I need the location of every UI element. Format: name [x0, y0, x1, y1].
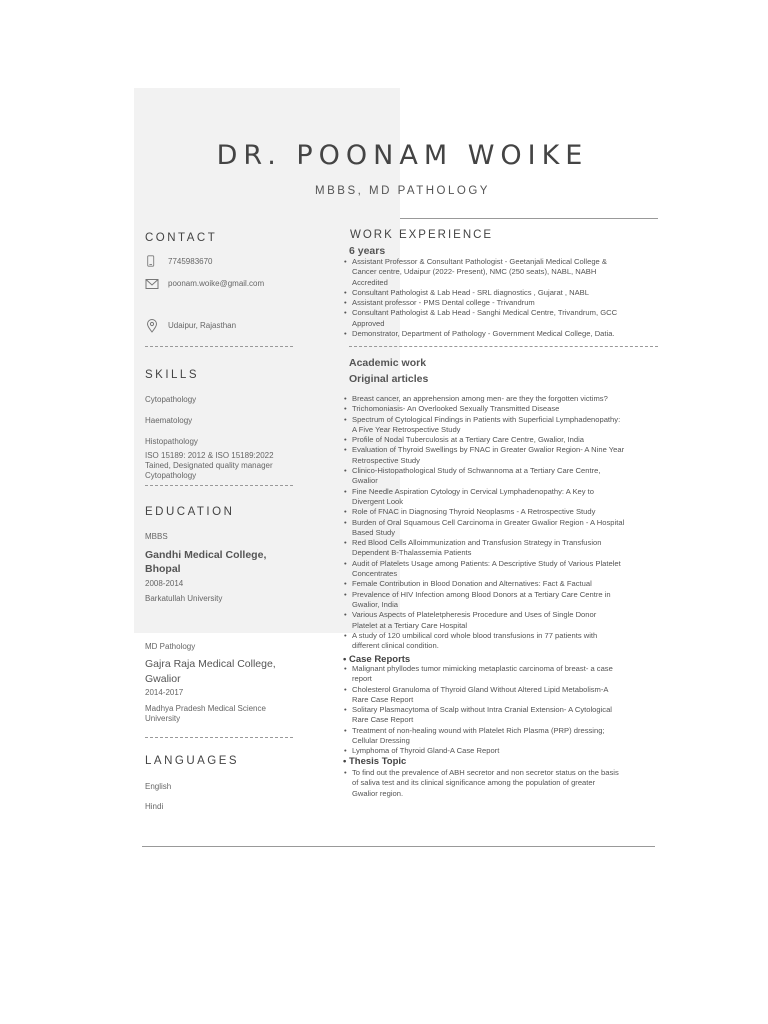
list-item-line: Red Blood Cells Alloimmunization and Transfusion Strategy in Transfusion: [352, 538, 602, 548]
list-item-line: Demonstrator, Department of Pathology - Government Medical College, Datia.: [352, 329, 615, 339]
divider: [145, 346, 293, 347]
list-item-line: Prevalence of HIV Infection among Blood Donors at a Tertiary Care Centre in: [352, 589, 611, 599]
list-item: [343, 445, 653, 466]
skill-item: Haematology: [145, 416, 193, 425]
list-item: [343, 631, 653, 652]
list-item-line: Concentrates: [352, 569, 398, 579]
list-item-line: Various Aspects of Plateletpheresis Procedure and Uses of Single Donor: [352, 610, 597, 620]
list-item-line: Fine Needle Aspiration Cytology in Cervical Lymphadenopathy: A Key to: [352, 486, 595, 496]
divider: [145, 485, 293, 486]
list-item-line: To find out the prevalence of ABH secretor and non secretor status on the basis: [352, 768, 619, 777]
list-item: [343, 257, 653, 288]
list-item-line: Based Study: [352, 527, 396, 537]
list-item: [343, 518, 653, 539]
list-item: [343, 404, 653, 414]
list-item-line: Gwalior: [352, 476, 378, 486]
list-item-line: A study of 120 umbilical cord whole blood transfusions in 77 patients with: [352, 630, 598, 640]
contact-phone[interactable]: 7745983670: [168, 257, 213, 266]
skill-item: ISO 15189: 2012 & ISO 15189:2022: [145, 451, 274, 460]
contact-heading: CONTACT: [145, 232, 218, 244]
list-item-line: report: [352, 674, 372, 684]
list-item-line: Breast cancer, an apprehension among men- are they the forgotten victims?: [352, 394, 608, 403]
list-item: [343, 329, 653, 339]
list-item-line: Lymphoma of Thyroid Gland-A Case Report: [352, 746, 500, 756]
list-item: [343, 705, 653, 726]
list-item-line: Audit of Platelets Usage among Patients: A Descriptive Study of Various Platelet: [352, 558, 621, 568]
divider-bottom: [142, 846, 655, 847]
list-item: [343, 579, 653, 589]
list-item: [343, 726, 653, 747]
education-college: Gandhi Medical College,: [145, 549, 267, 561]
skill-item: Cytopathology: [145, 471, 197, 480]
contact-location: Udaipur, Rajasthan: [168, 321, 237, 330]
list-item: [343, 435, 653, 445]
language-item: English: [145, 782, 172, 791]
list-item-line: Solitary Plasmacytoma of Scalp without Intra Cranial Extension- A Cytological: [352, 705, 612, 715]
list-item-line: different clinical condition.: [352, 641, 439, 651]
list-item-line: Cancer centre, Udaipur (2022- Present), NMC (250 seats), NABL, NABH: [352, 267, 597, 277]
education-university: University: [145, 714, 181, 723]
list-item-line: Retrospective Study: [352, 455, 420, 465]
case-reports-heading: • Case Reports: [343, 654, 411, 665]
list-item: [343, 308, 653, 329]
list-item: [343, 664, 653, 685]
list-item-line: Rare Case Report: [352, 694, 414, 704]
divider: [349, 346, 658, 347]
skills-heading: SKILLS: [145, 369, 199, 381]
original-articles-heading: Original articles: [349, 373, 429, 385]
list-item-line: Gwalior, India: [352, 599, 399, 609]
list-item-line: of saliva test and its clinical significance among the population of greater: [352, 778, 596, 788]
academic-heading: Academic work: [349, 357, 427, 369]
thesis-list: [343, 768, 653, 799]
list-item-line: Cellular Dressing: [352, 736, 410, 746]
work-list: [343, 257, 653, 339]
education-years: 2014-2017: [145, 688, 184, 697]
list-item-line: Gwalior region.: [352, 788, 404, 798]
list-item-line: Accredited: [352, 277, 388, 287]
thesis-heading: • Thesis Topic: [343, 756, 407, 767]
list-item: [343, 415, 653, 436]
list-item: [343, 610, 653, 631]
list-item-line: Trichomoniasis- An Overlooked Sexually Transmitted Disease: [352, 404, 560, 414]
list-item: [343, 590, 653, 611]
list-item-line: Consultant Pathologist & Lab Head - Sanghi Medical Centre, Trivandrum, GCC: [352, 308, 618, 318]
list-item-line: Assistant professor - PMS Dental college - Trivandrum: [352, 298, 535, 308]
candidate-name: DR. POONAM WOIKE: [216, 140, 589, 171]
list-item: [343, 559, 653, 580]
education-degree: MBBS: [145, 532, 168, 541]
education-college: Gajra Raja Medical College,: [145, 658, 276, 670]
list-item-line: Role of FNAC in Diagnosing Thyroid Neoplasms - A Retrospective Study: [352, 507, 596, 517]
list-item-line: Burden of Oral Squamous Cell Carcinoma in Greater Gwalior Region - A Hospital: [352, 517, 625, 527]
skill-item: Tained, Designated quality manager: [145, 461, 273, 470]
list-item-line: Profile of Nodal Tuberculosis at a Tertiary Care Centre, Gwalior, India: [352, 435, 584, 445]
list-item: [343, 538, 653, 559]
education-university: Barkatullah University: [145, 594, 223, 603]
thesis-label: Thesis Topic: [348, 756, 407, 767]
language-item: Hindi: [145, 802, 164, 811]
languages-heading: LANGUAGES: [145, 755, 240, 767]
list-item: [343, 507, 653, 517]
list-item: [343, 685, 653, 706]
list-item: [343, 466, 653, 487]
list-item-line: Approved: [352, 318, 385, 328]
skill-item: Histopathology: [145, 437, 198, 446]
education-college: Bhopal: [145, 563, 181, 575]
skill-item: Cytopathology: [145, 395, 197, 404]
list-item-line: Rare Case Report: [352, 715, 414, 725]
list-item: [343, 487, 653, 508]
list-item-line: Platelet at a Tertiary Care Hospital: [352, 620, 468, 630]
list-item: [343, 394, 653, 404]
email-icon: [145, 278, 159, 290]
list-item-line: Consultant Pathologist & Lab Head - SRL diagnostics , Gujarat , NABL: [352, 287, 589, 297]
articles-list: [343, 394, 653, 651]
list-item: [343, 288, 653, 298]
list-item-line: Clinico-Histopathological Study of Schwannoma at a Tertiary Care Centre,: [352, 466, 601, 476]
list-item-line: Treatment of non-healing wound with Platelet Rich Plasma (PRP) dressing;: [352, 725, 605, 735]
case-reports-list: [343, 664, 653, 757]
list-item-line: Evaluation of Thyroid Swellings by FNAC in Greater Gwalior Region- A Nine Year: [352, 445, 625, 455]
work-duration: 6 years: [349, 245, 386, 257]
list-item-line: Dependent B-Thalassemia Patients: [352, 548, 472, 558]
education-university: Madhya Pradesh Medical Science: [145, 704, 266, 713]
education-college: Gwalior: [145, 673, 181, 685]
contact-email[interactable]: poonam.woike@gmail.com: [168, 279, 265, 288]
education-heading: EDUCATION: [145, 506, 235, 518]
divider: [145, 737, 293, 738]
list-item-line: Malignant phyllodes tumor mimicking metaplastic carcinoma of breast- a case: [352, 664, 613, 673]
list-item-line: Assistant Professor & Consultant Pathologist - Geetanjali Medical College &: [352, 257, 607, 266]
list-item: [343, 768, 653, 799]
list-item-line: Female Contribution in Blood Donation and Alternatives: Fact & Factual: [352, 579, 592, 589]
education-years: 2008-2014: [145, 579, 184, 588]
work-experience-heading: WORK EXPERIENCE: [350, 229, 494, 241]
list-item-line: Spectrum of Cytological Findings in Patients with Superficial Lymphadenopathy:: [352, 414, 621, 424]
case-reports-label: Case Reports: [348, 654, 411, 665]
list-item: [343, 298, 653, 308]
phone-icon: [145, 255, 159, 267]
list-item-line: A Five Year Retrospective Study: [352, 424, 461, 434]
list-item-line: Divergent Look: [352, 496, 404, 506]
divider-top: [400, 218, 658, 219]
candidate-degrees: MBBS, MD PATHOLOGY: [315, 185, 490, 197]
list-item-line: Cholesterol Granuloma of Thyroid Gland Without Altered Lipid Metabolism-A: [352, 684, 609, 694]
location-pin-icon: [145, 319, 159, 333]
education-degree: MD Pathology: [145, 642, 196, 651]
